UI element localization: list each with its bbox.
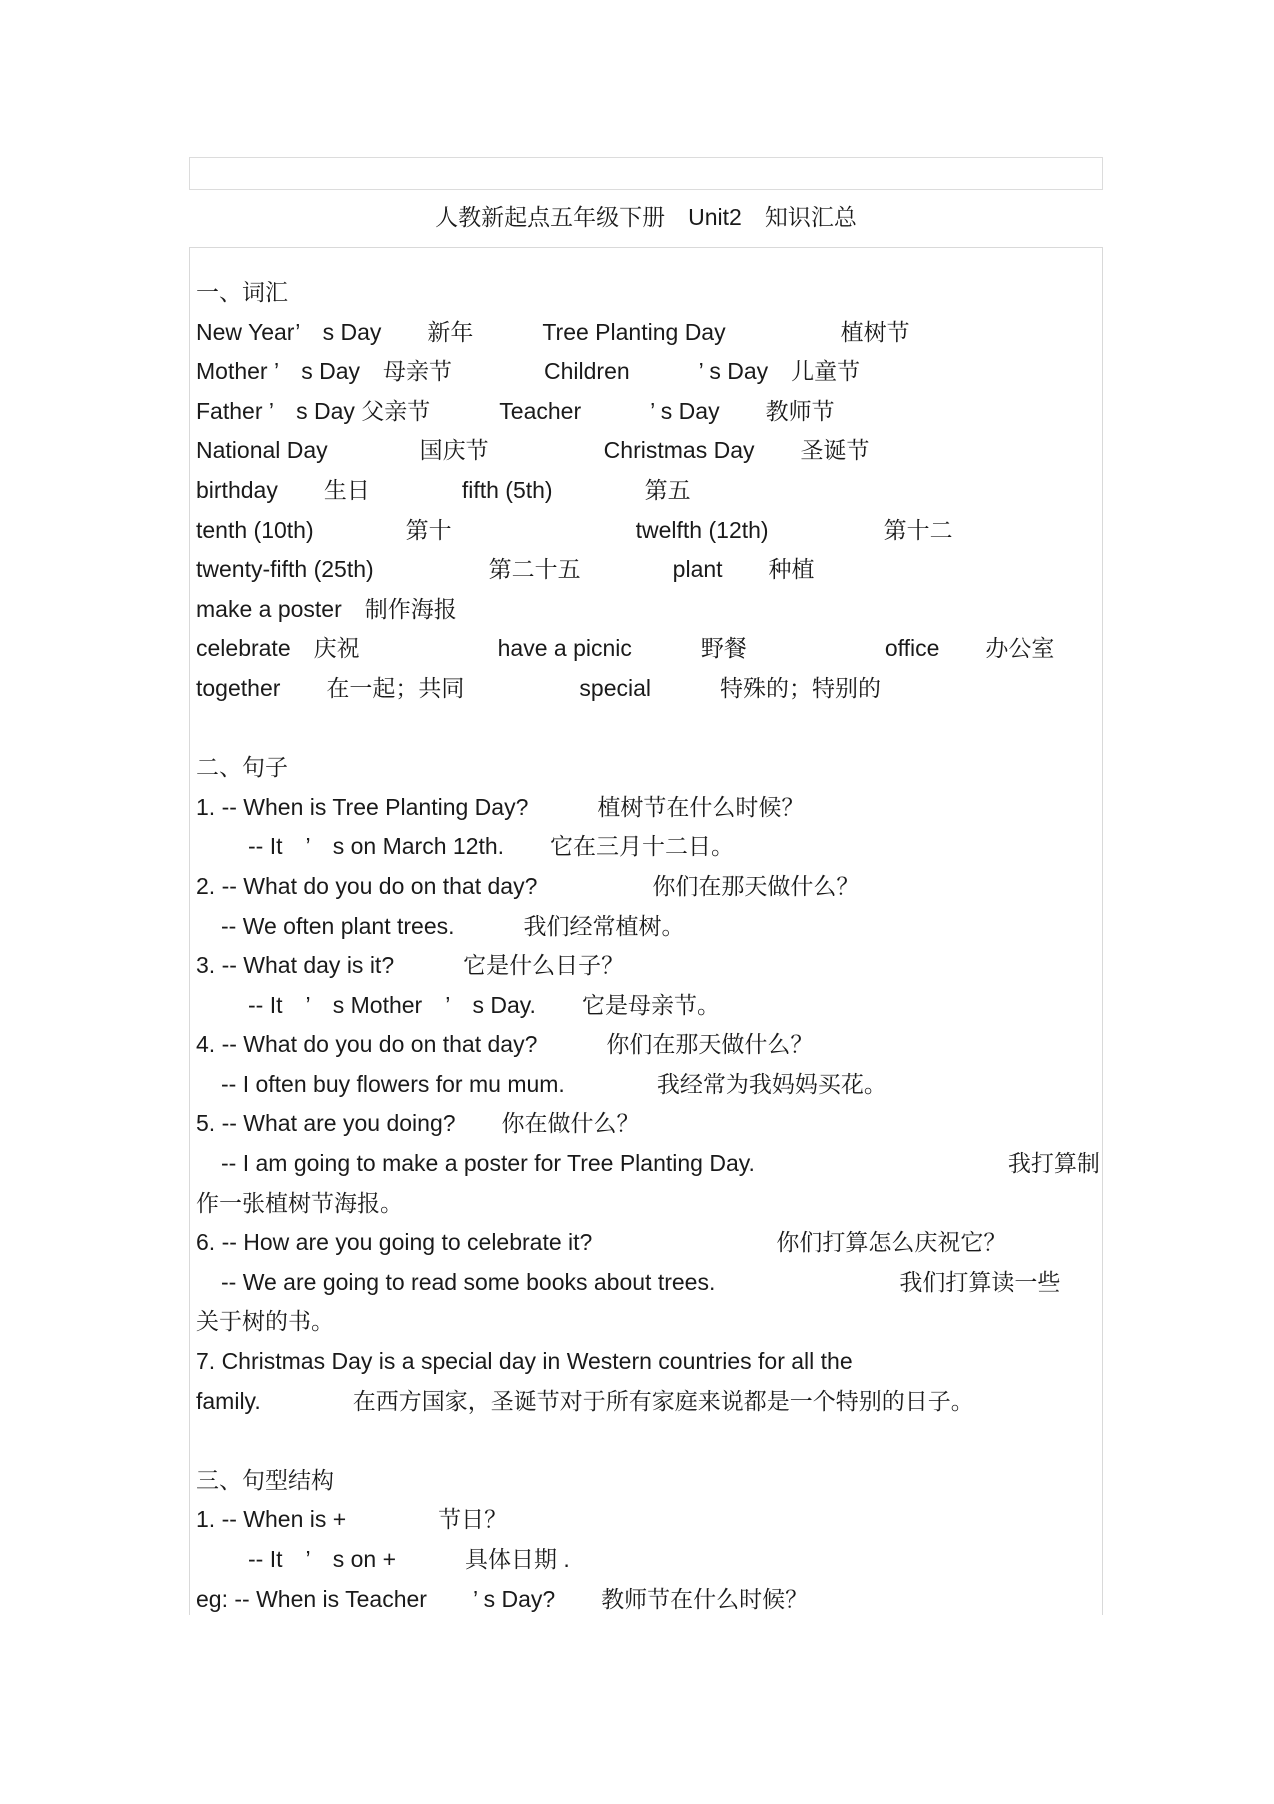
- text-line: 1. -- When is + 节日？: [196, 1506, 508, 1533]
- text-line: National Day 国庆节 Christmas Day 圣诞节: [196, 437, 870, 464]
- text-line: -- I am going to make a poster for Tree Planting Day. 我打算制: [221, 1150, 1100, 1177]
- text-line: 1. -- When is Tree Planting Day? 植树节在什么时候？: [196, 793, 805, 820]
- text-line: -- It ’ s on + 具体日期 .: [248, 1546, 570, 1572]
- text-line: -- It ’ s on March 12th. 它在三月十二日。: [248, 833, 735, 860]
- text-line: Father ’ s Day 父亲节 Teacher ’ s Day 教师节: [196, 397, 835, 424]
- text-line: tenth (10th) 第十 twelfth (12th) 第十二: [196, 516, 953, 543]
- text-line: 6. -- How are you going to celebrate it? 你们打算怎么庆祝它？: [196, 1229, 1007, 1256]
- text-line: family. 在西方国家，圣诞节对于所有家庭来说都是一个特别的日子。: [196, 1387, 974, 1414]
- text-line: 5. -- What are you doing? 你在做什么？: [196, 1110, 640, 1137]
- text-line: birthday 生日 fifth (5th) 第五: [196, 476, 691, 503]
- text-line: 3. -- What day is it? 它是什么日子？: [196, 952, 625, 979]
- text-line: Mother ’ s Day 母亲节 Children ’ s Day 儿童节: [196, 358, 861, 385]
- text-line: -- I often buy flowers for mu mum. 我经常为我妈妈买花。: [221, 1070, 887, 1097]
- text-line: 关于树的书。: [196, 1308, 334, 1335]
- text-line: 2. -- What do you do on that day? 你们在那天做什么？: [196, 872, 860, 899]
- text-line: together 在一起；共同 special 特殊的；特别的: [196, 674, 881, 701]
- text-line: twenty-fifth (25th) 第二十五 plant 种植: [196, 556, 815, 583]
- text-line: make a poster 制作海报: [196, 595, 457, 622]
- text-line: celebrate 庆祝 have a picnic 野餐 office 办公室: [196, 635, 1055, 662]
- text-line: [196, 709, 1096, 749]
- text-line: 7. Christmas Day is a special day in Western countries for all the: [196, 1348, 853, 1375]
- text-line: New Year’ s Day 新年 Tree Planting Day 植树节: [196, 318, 910, 345]
- text-line: -- It ’ s Mother ’ s Day. 它是母亲节。: [248, 991, 720, 1018]
- text-line: 作一张植树节海报。: [196, 1189, 403, 1216]
- text-line: -- We often plant trees. 我们经常植树。: [221, 912, 685, 939]
- empty-header-box: [189, 157, 1103, 190]
- document-title: 人教新起点五年级下册 Unit2 知识汇总: [435, 204, 857, 230]
- text-line: [196, 1421, 1096, 1461]
- section-heading: 三、句型结构: [196, 1466, 334, 1493]
- document-body: [196, 273, 1100, 1615]
- text-line: eg: -- When is Teacher ’ s Day? 教师节在什么时候？: [196, 1585, 809, 1612]
- text-line: 4. -- What do you do on that day? 你们在那天做什么？: [196, 1031, 814, 1058]
- section-heading: 一、词汇: [196, 279, 288, 305]
- content-box: [189, 247, 1103, 1615]
- section-heading: 二、句子: [196, 754, 288, 781]
- text-line: -- We are going to read some books about trees. 我们打算读一些: [221, 1268, 1061, 1295]
